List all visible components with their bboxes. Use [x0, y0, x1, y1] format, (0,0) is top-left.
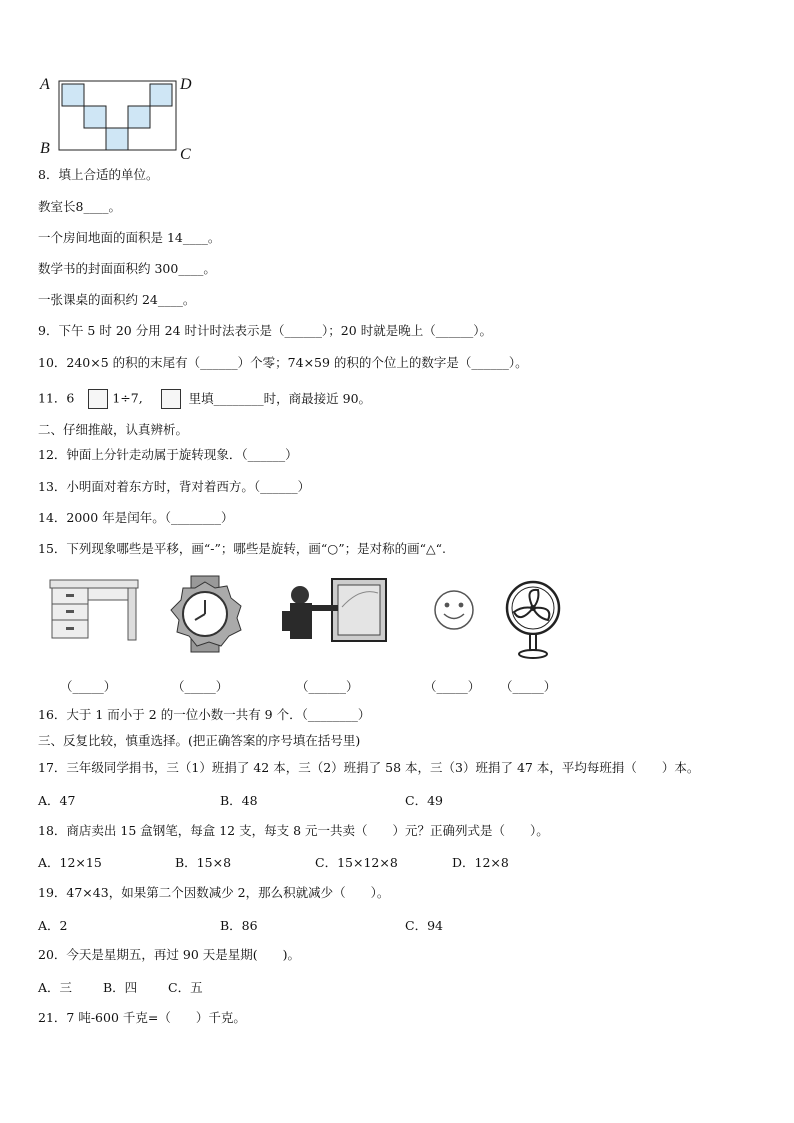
q20-option-b[interactable]: B．四	[103, 980, 138, 995]
question-19: 19．47×43，如果第二个因数减少 2，那么积就减少（ ）。	[38, 885, 390, 900]
q18-option-a[interactable]: A．12×15	[38, 855, 102, 870]
question-20: 20．今天是星期五，再过 90 天是星期( )。	[38, 947, 301, 962]
answer-box-1[interactable]	[88, 389, 108, 409]
section-3-heading: 三、反复比较，慎重选择。(把正确答案的序号填在括号里)	[38, 733, 361, 748]
question-8-line-3: 数学书的封面面积约 300____。	[38, 261, 216, 276]
question-11-mid: 1÷7,	[112, 390, 143, 406]
question-16: 16．大于 1 而小于 2 的一位小数一共有 9 个．（________）	[38, 707, 371, 722]
question-15: 15．下列现象哪些是平移，画“-”；哪些是旋转，画“○”；是对称的画“△“.	[38, 541, 446, 556]
q20-option-a[interactable]: A．三	[38, 980, 73, 995]
question-8-line-1: 教室长8____。	[38, 199, 121, 214]
corner-label-c: C	[180, 146, 191, 163]
question-8-title: 8．填上合适的单位。	[38, 167, 159, 182]
answer-blank-desk[interactable]: （_____）	[60, 679, 117, 694]
answer-box-2[interactable]	[161, 389, 181, 409]
question-8-line-2: 一个房间地面的面积是 14____。	[38, 230, 221, 245]
q19-option-b[interactable]: B．86	[220, 918, 258, 933]
question-14: 14．2000 年是闰年。（________）	[38, 510, 234, 525]
window-image	[280, 577, 390, 643]
corner-label-a: A	[40, 76, 50, 93]
desk-image	[48, 578, 140, 642]
q19-option-c[interactable]: C．94	[405, 918, 443, 933]
q17-option-c[interactable]: C．49	[405, 793, 443, 808]
corner-label-d: D	[180, 76, 192, 93]
q20-option-c[interactable]: C．五	[168, 980, 203, 995]
q18-option-c[interactable]: C．15×12×8	[315, 855, 398, 870]
smiley-image	[432, 588, 476, 632]
answer-blank-window[interactable]: （______）	[296, 679, 359, 694]
section-2-heading: 二、仔细推敲，认真辨析。	[38, 422, 189, 437]
q18-option-b[interactable]: B．15×8	[175, 855, 232, 870]
answer-blank-smiley[interactable]: （_____）	[424, 679, 481, 694]
question-9: 9．下午 5 时 20 分用 24 时计时法表示是（______）；20 时就是晚上（______）。	[38, 323, 492, 338]
question-10: 10．240×5 的积的末尾有（______）个零；74×59 的积的个位上的数字是（______）。	[38, 355, 528, 370]
shaded-rectangle-figure	[58, 80, 178, 152]
watch-image	[165, 574, 245, 654]
question-13: 13．小明面对着东方时，背对着西方。（______）	[38, 479, 311, 494]
question-11-suffix: 里填________时，商最接近 90。	[188, 390, 372, 406]
question-12: 12．钟面上分针走动属于旋转现象．（______）	[38, 447, 298, 462]
question-11-prefix: 11．6	[38, 390, 75, 406]
question-8-line-4: 一张课桌的面积约 24____。	[38, 292, 196, 307]
q17-option-b[interactable]: B．48	[220, 793, 258, 808]
q17-option-a[interactable]: A．47	[38, 793, 76, 808]
fan-image	[502, 580, 564, 662]
answer-blank-fan[interactable]: （_____）	[500, 679, 557, 694]
q19-option-a[interactable]: A．2	[38, 918, 68, 933]
question-21: 21．7 吨-600 千克=（ ）千克。	[38, 1010, 246, 1025]
corner-label-b: B	[40, 140, 50, 157]
question-17: 17．三年级同学捐书，三（1）班捐了 42 本，三（2）班捐了 58 本，三（3）班捐了 47 本，平均每班捐（ ）本。	[38, 760, 700, 775]
question-18: 18．商店卖出 15 盒钢笔，每盒 12 支，每支 8 元一共卖（ ）元？正确列式是（ ）。	[38, 823, 549, 838]
q18-option-d[interactable]: D．12×8	[452, 855, 509, 870]
answer-blank-watch[interactable]: （_____）	[172, 679, 229, 694]
question-11	[38, 389, 371, 409]
